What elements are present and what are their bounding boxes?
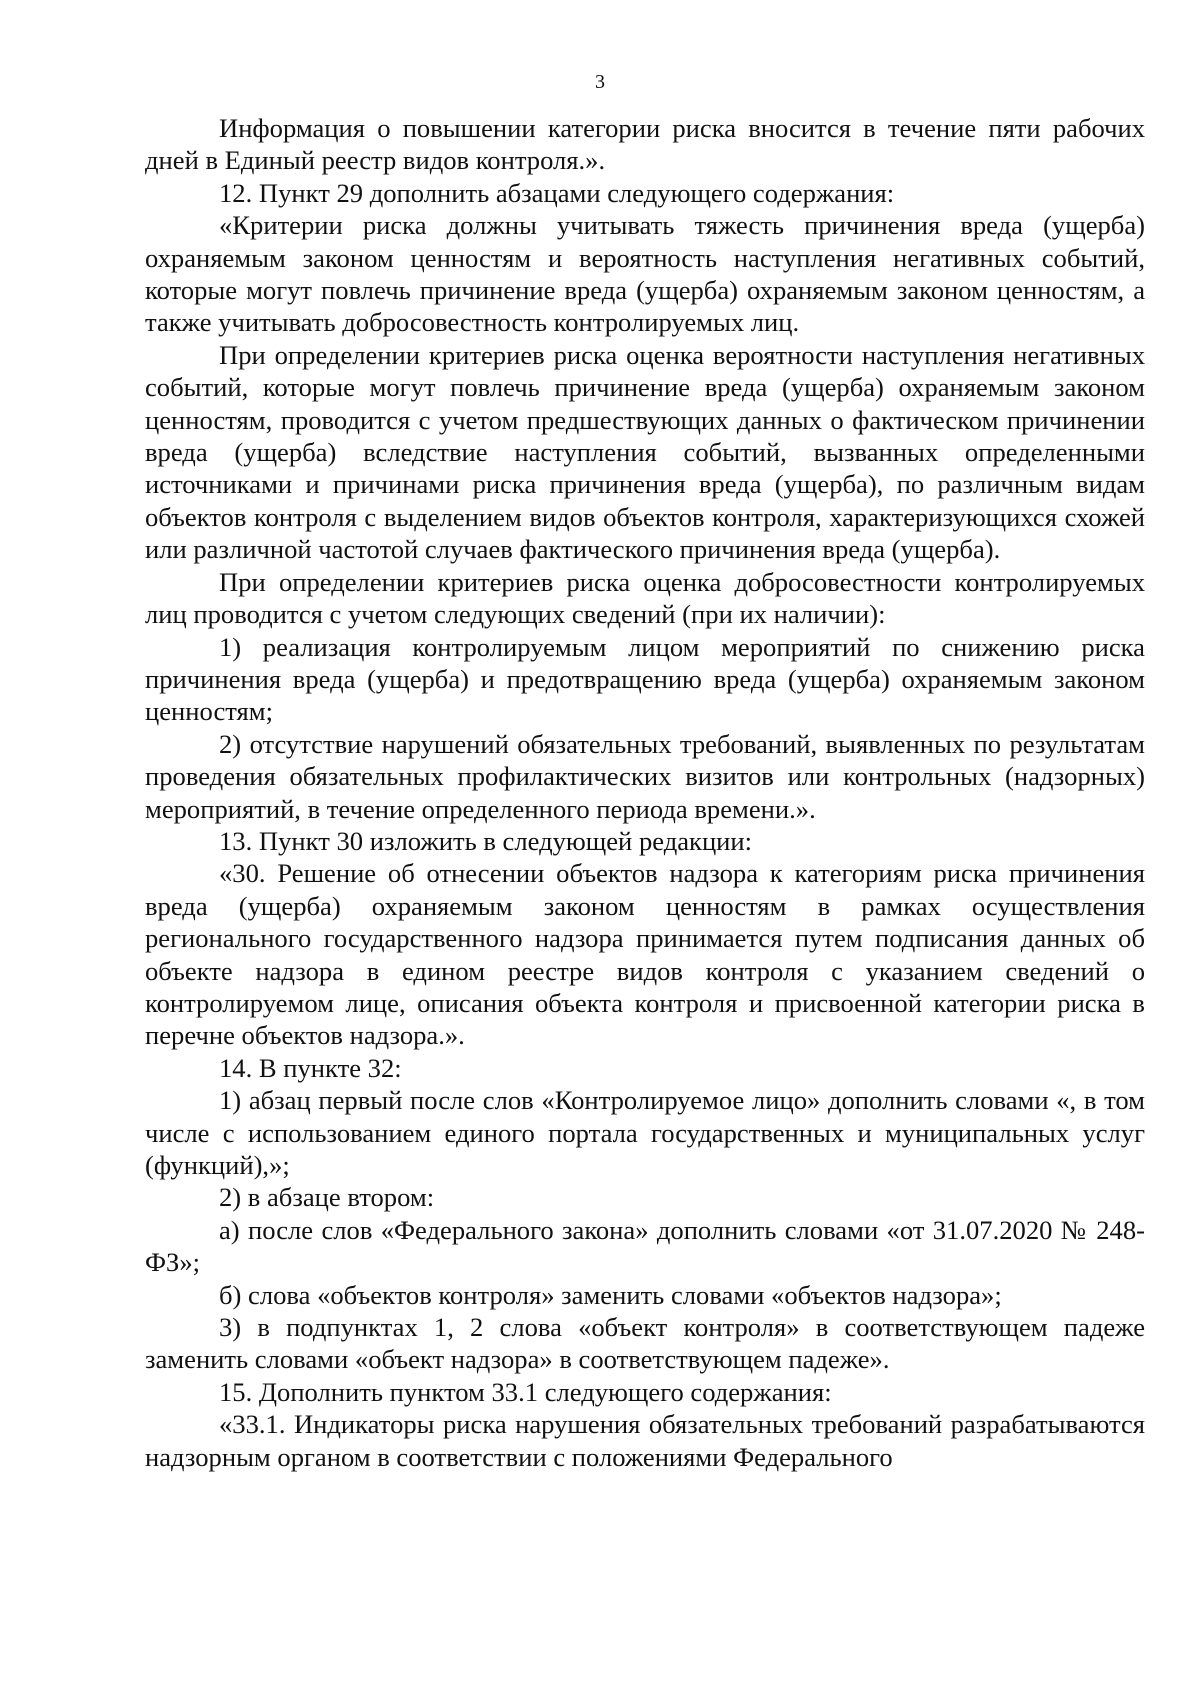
paragraph-probability-assessment: При определении критериев риска оценка вероятности наступления негативных событий, которые могут повлечь причинение вреда (ущерба) охраняемым законом ценностям, проводится с учетом предшествующих данных о фактическом причинении вреда (ущерба) вследствие наступления событий, вызванных определенными источниками и причинами риска причинения вреда (ущерба), по различным видам объектов контроля с выделением видов объектов контроля, характеризующихся схожей или различной частотой случаев фактического причинения вреда (ущерба). xyxy=(145,339,1145,565)
page-number: 3 xyxy=(595,71,605,93)
paragraph-item-30-text: «30. Решение об отнесении объектов надзора к категориям риска причинения вреда (ущерба) охраняемым законом ценностям в рамках осуществления регионального государственного надзора принимается путем подписания данных об объекте надзора в едином реестре видов контроля с указанием сведений о контролируемом лице, описания объекта контроля и присвоенной категории риска в перечне объектов надзора.». xyxy=(145,858,1145,1051)
paragraph-item-14-sub-2a: а) после слов «Федерального закона» дополнить словами «от 31.07.2020 № 248-ФЗ»; xyxy=(145,1214,1145,1278)
paragraph-good-faith-assessment: При определении критериев риска оценка добросовестности контролируемых лиц проводится с учетом следующих сведений (при их наличии): xyxy=(145,566,1145,630)
paragraph-subitem-2: 2) отсутствие нарушений обязательных требований, выявленных по результатам проведения обязательных профилактических визитов или контрольных (надзорных) мероприятий, в течение определенного периода времени.». xyxy=(145,728,1145,824)
paragraph-item-14-sub-2: 2) в абзаце втором: xyxy=(219,1182,435,1213)
paragraph-item-14-sub-1: 1) абзац первый после слов «Контролируемое лицо» дополнить словами «, в том числе с использованием единого портала государственных и муниципальных услуг (функций),»; xyxy=(145,1085,1145,1180)
paragraph-risk-criteria: «Критерии риска должны учитывать тяжесть причинения вреда (ущерба) охраняемым законом ценностям и вероятность наступления негативных событий, которые могут повлечь причинение вреда (ущерба) охраняемым законом ценностям, а также учитывать добросовестность контролируемых лиц. xyxy=(145,210,1145,338)
paragraph-subitem-1: 1) реализация контролируемым лицом мероприятий по снижению риска причинения вреда (ущерба) и предотвращению вреда (ущерба) охраняемым законом ценностям; xyxy=(145,631,1145,727)
document-body xyxy=(145,112,1145,1473)
paragraph-item-14-sub-2b: б) слова «объектов контроля» заменить словами «объектов надзора»; xyxy=(219,1279,1002,1310)
paragraph-item-12: 12. Пункт 29 дополнить абзацами следующего содержания: xyxy=(219,177,895,208)
paragraph-risk-info: Информация о повышении категории риска вносится в течение пяти рабочих дней в Единый реестр видов контроля.». xyxy=(145,113,1145,176)
paragraph-item-13: 13. Пункт 30 изложить в следующей редакции: xyxy=(219,825,753,856)
paragraph-item-14-sub-3: 3) в подпунктах 1, 2 слова «объект контроля» в соответствующем падеже заменить словами «объект надзора» в соответствующем падеже». xyxy=(145,1312,1145,1375)
paragraph-item-14: 14. В пункте 32: xyxy=(219,1052,402,1083)
paragraph-item-33-1: «33.1. Индикаторы риска нарушения обязательных требований разрабатываются надзорным органом в соответствии с положениями Федерального xyxy=(145,1409,1145,1472)
paragraph-item-15: 15. Дополнить пунктом 33.1 следующего содержания: xyxy=(219,1376,832,1407)
